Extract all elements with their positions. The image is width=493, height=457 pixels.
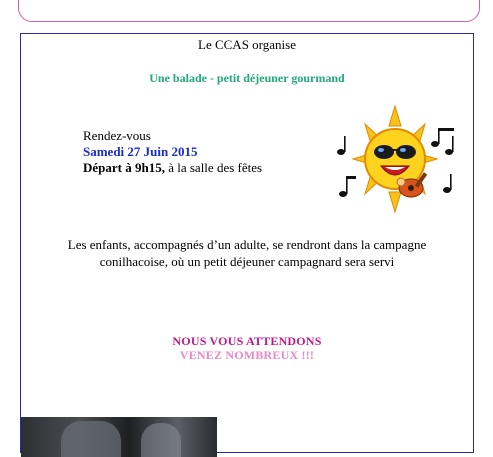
rendezvous-block: [83, 128, 262, 176]
top-banner: [18, 0, 480, 22]
photo-figure: [141, 423, 181, 457]
description-line-2: conilhacoise, où un petit déjeuner campagnard sera servi: [99, 254, 395, 269]
departure-time: Départ à 9h15,: [83, 160, 165, 175]
notice-panel: [20, 33, 474, 453]
departure-place: à la salle des fêtes: [164, 160, 263, 175]
attend-line: NOUS VOUS ATTENDONS: [172, 334, 322, 348]
departure-line: [83, 160, 262, 176]
invitation-block: [21, 334, 473, 362]
event-photo: [21, 417, 217, 457]
photo-figure: [61, 421, 121, 457]
come-many-line: VENEZ NOMBREUX !!!: [179, 348, 315, 362]
description-line-1: Les enfants, accompagnés d’un adulte, se rendront dans la campagne: [67, 237, 427, 252]
organiser-line: Le CCAS organise: [198, 37, 296, 52]
singing-sun-icon: [331, 104, 459, 214]
rendezvous-date: Samedi 27 Juin 2015: [83, 144, 198, 159]
rendezvous-label: Rendez-vous: [83, 128, 151, 143]
event-description: [21, 236, 473, 270]
event-title: Une balade - petit déjeuner gourmand: [149, 71, 345, 85]
